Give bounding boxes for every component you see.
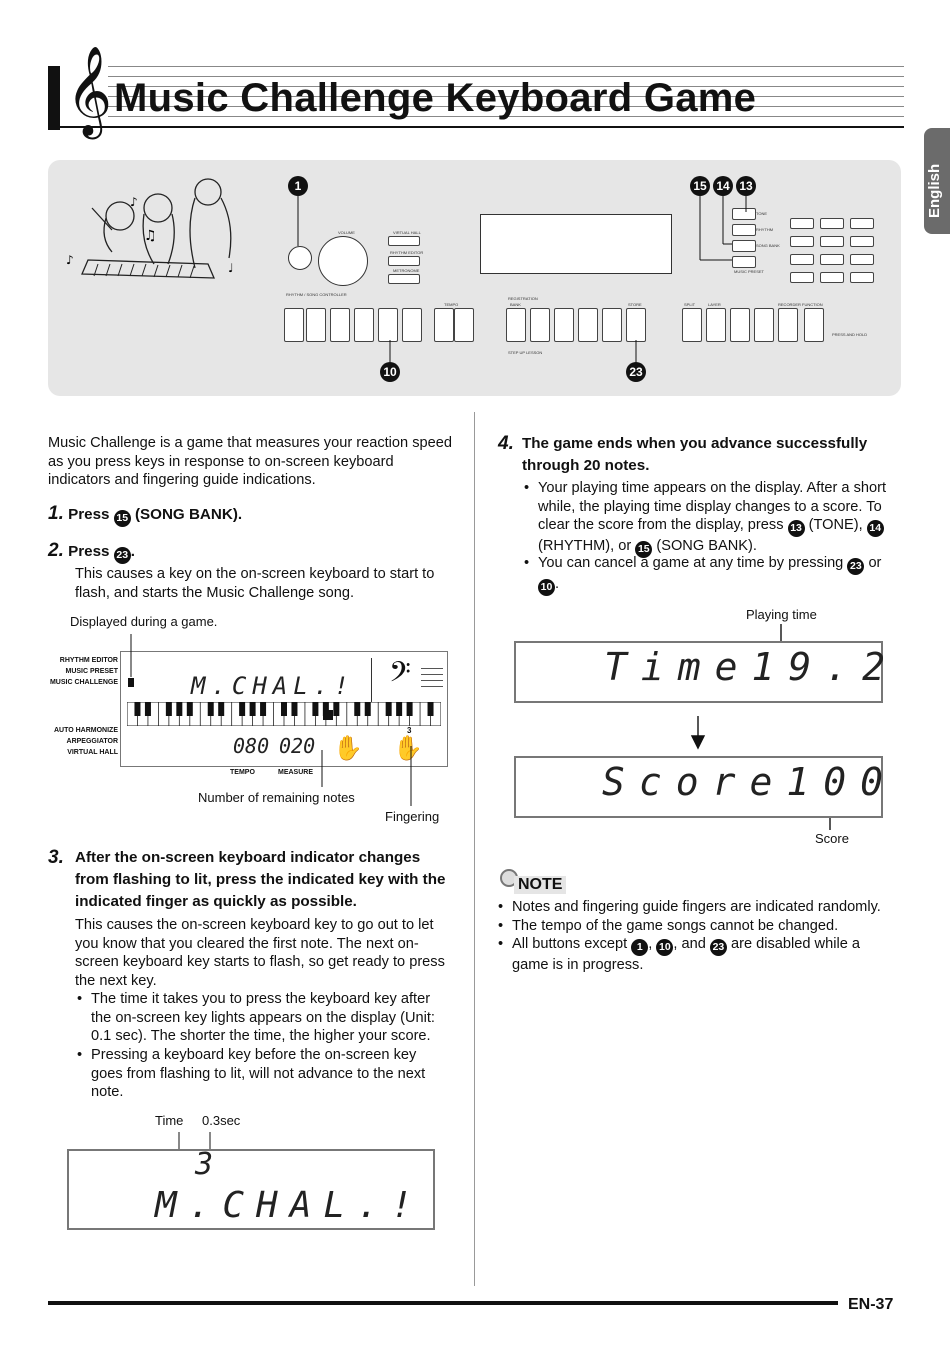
bass-clef-icon: 𝄢 (389, 656, 411, 696)
rhythm-editor-indicator: RHYTHM EDITOR (59, 657, 118, 664)
step-up-lesson-label: STEP UP LESSON (508, 350, 543, 355)
footer-rule (48, 1301, 838, 1305)
tempo-label: TEMPO (444, 302, 459, 307)
registration-label: REGISTRATION (508, 296, 538, 301)
callout-15: 15 (690, 176, 710, 196)
rhythm-song-controller-label: RHYTHM / SONG CONTROLLER (286, 292, 347, 297)
step-1-number: 1. (48, 503, 64, 524)
step-1-text-pre: Press (68, 506, 110, 523)
displayed-during-game-caption: Displayed during a game. (70, 614, 218, 629)
bullet-1-text-a: Your playing time appears on the display. After a short while, the playing time display changes to a score. To clear the score from the display, press (538, 480, 887, 534)
music-challenge-indicator: MUSIC CHALLENGE (49, 679, 118, 686)
step-3-bullet-2: • Pressing a keyboard key before the on-screen key goes from flashing to lit, will not advance to the next note. (91, 1046, 451, 1102)
language-tab[interactable] (924, 128, 950, 234)
tempo-value: 080 (233, 734, 270, 758)
note-3-text-a: All buttons except (512, 936, 628, 952)
page-number: EN-37 (848, 1296, 894, 1313)
step-2-text-pre: Press (68, 543, 110, 560)
bullet-2-text-b: or (868, 555, 882, 571)
column-divider (474, 412, 475, 1286)
callout-10-inline: 10 (538, 579, 555, 596)
step-2-text-post: . (130, 543, 135, 560)
layer-label: LAYER (708, 302, 721, 307)
press-and-hold-label: PRESS AND HOLD (832, 332, 868, 337)
music-preset-label: MUSIC PRESET (734, 269, 765, 274)
note-3-text-c: , and (673, 936, 706, 952)
svg-text:♪: ♪ (66, 253, 74, 267)
callout-10-inline-2: 10 (656, 939, 673, 956)
volume-label: VOLUME (338, 230, 355, 235)
score-text: Score100 (602, 760, 898, 804)
right-hand-icon: ✋ (393, 735, 423, 762)
time-digit: 3 (195, 1147, 214, 1182)
lcd-game-text: M.CHAL.! (191, 672, 355, 700)
store-label: STORE (628, 302, 642, 307)
virtual-hall-indicator: VIRTUAL HALL (67, 749, 118, 756)
measure-value: 020 (279, 734, 316, 758)
callout-23-inline-2: 23 (847, 558, 864, 575)
callout-14-inline: 14 (867, 520, 884, 537)
recorder-label: RECORDER (778, 302, 801, 307)
bullet-1-text-b: (TONE), (808, 517, 863, 534)
svg-text:♩: ♩ (228, 261, 234, 275)
step-3-heading: After the on-screen keyboard indicator changes from flashing to lit, press the indicated key with the indicated finger as quickly as possible. (75, 849, 446, 910)
measure-caption: MEASURE (278, 769, 314, 776)
tempo-caption: TEMPO (230, 769, 255, 776)
intro-paragraph: Music Challenge is a game that measures your reaction speed as you press keys in response to on-screen keyboard indicators and fingering guide indications. (48, 435, 452, 489)
note-3-text-b: , (648, 936, 653, 952)
page-title: Music Challenge Keyboard Game (114, 76, 757, 120)
song-bank-label: SONG BANK (756, 243, 780, 248)
arpeggiator-indicator: ARPEGGIATOR (66, 738, 118, 745)
svg-text:♪: ♪ (130, 195, 138, 209)
note-label: NOTE (514, 876, 566, 894)
music-preset-indicator: MUSIC PRESET (65, 668, 118, 675)
step-3-bullet-1: • The time it takes you to press the keyboard key after the on-screen key lights appears on the display (Unit: 0.1 sec). The shorter the time, the higher your score. (91, 990, 451, 1046)
callout-1-inline: 1 (631, 939, 648, 956)
playing-time-text: Time19.2 (604, 645, 900, 689)
display2-leader-lines (0, 0, 470, 1240)
tone-label: TONE (756, 211, 768, 216)
callout-15-inline: 15 (114, 510, 131, 527)
svg-text:♫: ♫ (144, 228, 157, 244)
language-tab-label: English (926, 163, 943, 218)
step-3-number: 3. (48, 847, 64, 868)
finger-number: 3 (407, 726, 412, 735)
step-1-text-post: (SONG BANK). (134, 506, 243, 523)
step-4-bullet-1 (538, 479, 900, 558)
bank-label: BANK (510, 302, 521, 307)
rhythm-editor-label: RHYTHM EDITOR (390, 250, 424, 255)
callout-15-inline-2: 15 (635, 541, 652, 558)
step-4-bullet-2 (538, 554, 900, 596)
bullet-1-text-c: (RHYTHM), or (538, 538, 632, 555)
function-label: FUNCTION (802, 302, 823, 307)
auto-harmonize-indicator: AUTO HARMONIZE (53, 727, 118, 734)
split-label: SPLIT (684, 302, 696, 307)
bullet-1-text-d: (SONG BANK). (656, 538, 757, 555)
note-bullet-1: • Notes and fingering guide fingers are indicated randomly. (512, 898, 902, 917)
left-hand-icon: ✋ (333, 735, 363, 762)
note-bullet-3 (512, 935, 892, 975)
time-lcd-display (67, 1149, 435, 1230)
step-4 (498, 433, 908, 477)
step-3-body: This causes the on-screen keyboard key to go out to let you know that you cleared the first note. The next on-screen keyboard key starts to flash, so get ready to press the next key. (75, 917, 445, 989)
step-2-number: 2. (48, 540, 64, 561)
lcd-challenge-text: M.CHAL.! (155, 1185, 425, 1226)
callout-13-inline: 13 (788, 520, 805, 537)
virtual-hall-label: VIRTUAL HALL (393, 230, 421, 235)
note-bullet-2: • The tempo of the game songs cannot be changed. (512, 917, 902, 936)
callout-13: 13 (736, 176, 756, 196)
score-lcd (514, 756, 898, 818)
treble-clef-icon: 𝄞 (66, 46, 113, 136)
fingering-caption: Fingering (385, 809, 440, 824)
time-caption: Time (155, 1113, 184, 1128)
callout-23-inline: 23 (114, 547, 131, 564)
callout-1: 1 (288, 176, 308, 196)
note-heading (498, 868, 576, 894)
bullet-2-text-c: . (555, 576, 560, 592)
playing-time-caption: Playing time (746, 607, 817, 622)
playing-time-lcd (514, 641, 900, 703)
score-caption: Score (815, 831, 849, 846)
bullet-2-text-a: You can cancel a game at any time by pressing (538, 555, 844, 571)
callout-10: 10 (380, 362, 400, 382)
callout-23-inline-3: 23 (710, 939, 727, 956)
step-4-number: 4. (498, 433, 514, 454)
seconds-caption: 0.3sec (202, 1113, 241, 1128)
rhythm-label: RHYTHM (756, 227, 774, 232)
callout-14: 14 (713, 176, 733, 196)
step-4-heading: The game ends when you advance successfully through 20 notes. (522, 435, 868, 474)
step-2-body: This causes a key on the on-screen keyboard to start to flash, and starts the Music Challenge song. (75, 566, 435, 601)
remaining-notes-caption: Number of remaining notes (198, 790, 355, 805)
metronome-label: METRONOME (393, 268, 420, 273)
callout-23: 23 (626, 362, 646, 382)
note-3-text-d: are disabled while a game is in progress. (512, 936, 860, 973)
